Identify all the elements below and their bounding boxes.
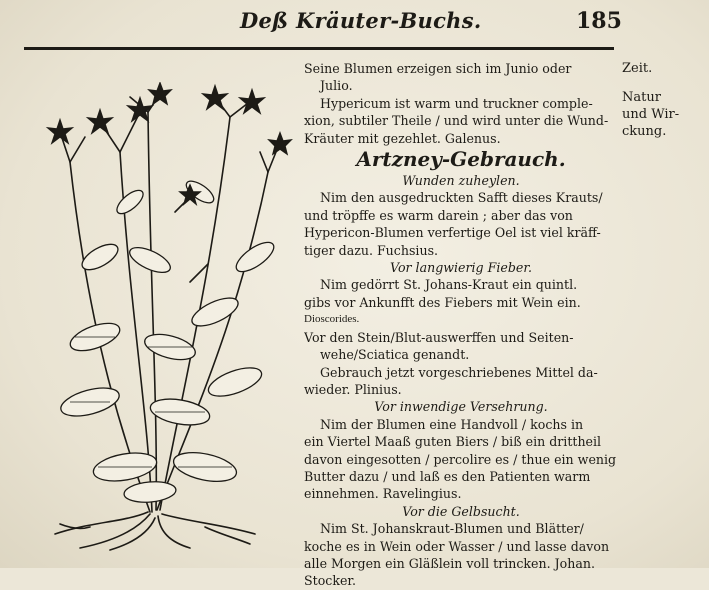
- text-line: alle Morgen ein Gläßlein voll trincken. Johan.: [304, 555, 595, 571]
- text-line: ein Viertel Maaß guten Biers / biß ein drittheil: [304, 434, 602, 450]
- text-line: gibs vor Ankunfft des Fiebers mit Wein ein.: [304, 294, 581, 310]
- subsection-title: Vor die Gelbsucht.: [402, 503, 520, 519]
- text-line: wieder. Plinius.: [304, 381, 402, 397]
- text-line: Nim St. Johanskraut-Blumen und Blätter/: [320, 521, 584, 537]
- text-line: Hypericon-Blumen verfertige Oel ist viel kräff-: [304, 225, 601, 241]
- hypericum-woodcut-illustration: [30, 82, 300, 552]
- margin-note: und Wir-: [622, 107, 680, 122]
- text-line: Hypericum ist warm und truckner comple-: [320, 95, 593, 111]
- margin-notes: [622, 60, 702, 140]
- text-line: Vor den Stein/Blut-auswerffen und Seiten-: [304, 329, 574, 345]
- text-line: Kräuter mit gezehlet. Galenus.: [304, 130, 501, 146]
- text-line: Butter dazu / und laß es den Patienten warm: [304, 468, 591, 484]
- text-line: xion, subtiler Theile / und wird unter die Wund-: [304, 113, 609, 129]
- running-head: Deß Kräuter-Buchs.: [240, 8, 482, 33]
- margin-note: ckung.: [622, 124, 667, 139]
- text-line: Gebrauch jetzt vorgeschriebenes Mittel da-: [320, 364, 598, 380]
- text-line: wehe/Sciatica genandt.: [320, 347, 470, 363]
- section-heading: Artzney-Gebrauch.: [356, 147, 566, 172]
- article-text: [304, 60, 618, 590]
- header-rule: [24, 47, 614, 50]
- margin-note: Natur: [622, 90, 661, 105]
- subsection-title: Vor inwendige Versehrung.: [374, 399, 548, 415]
- text-line: Seine Blumen erzeigen sich im Junio oder: [304, 61, 572, 76]
- text-line: koche es in Wein oder Wasser / und lasse davon: [304, 538, 610, 554]
- text-line: Nim der Blumen eine Handvoll / kochs in: [320, 416, 584, 432]
- subsection-title: Wunden zuheylen.: [402, 173, 520, 189]
- text-line: Nim gedörrt St. Johans-Kraut ein quintl.: [320, 277, 578, 293]
- text-line: tiger dazu. Fuchsius.: [304, 242, 439, 258]
- page-number: 185: [576, 8, 622, 34]
- text-line: Julio.: [320, 78, 353, 94]
- text-line: Dioscorides.: [304, 313, 360, 326]
- margin-note: Zeit.: [622, 61, 653, 76]
- text-line: einnehmen. Ravelingius.: [304, 486, 462, 502]
- text-line: und tröpffe es warm darein ; aber das von: [304, 207, 573, 223]
- subsection-title: Vor langwierig Fieber.: [390, 260, 532, 276]
- text-line: davon eingesotten / percolire es / thue ein wenig: [304, 451, 617, 467]
- text-line: Stocker.: [304, 573, 357, 589]
- text-line: Nim den ausgedruckten Safft dieses Krauts/: [320, 190, 603, 206]
